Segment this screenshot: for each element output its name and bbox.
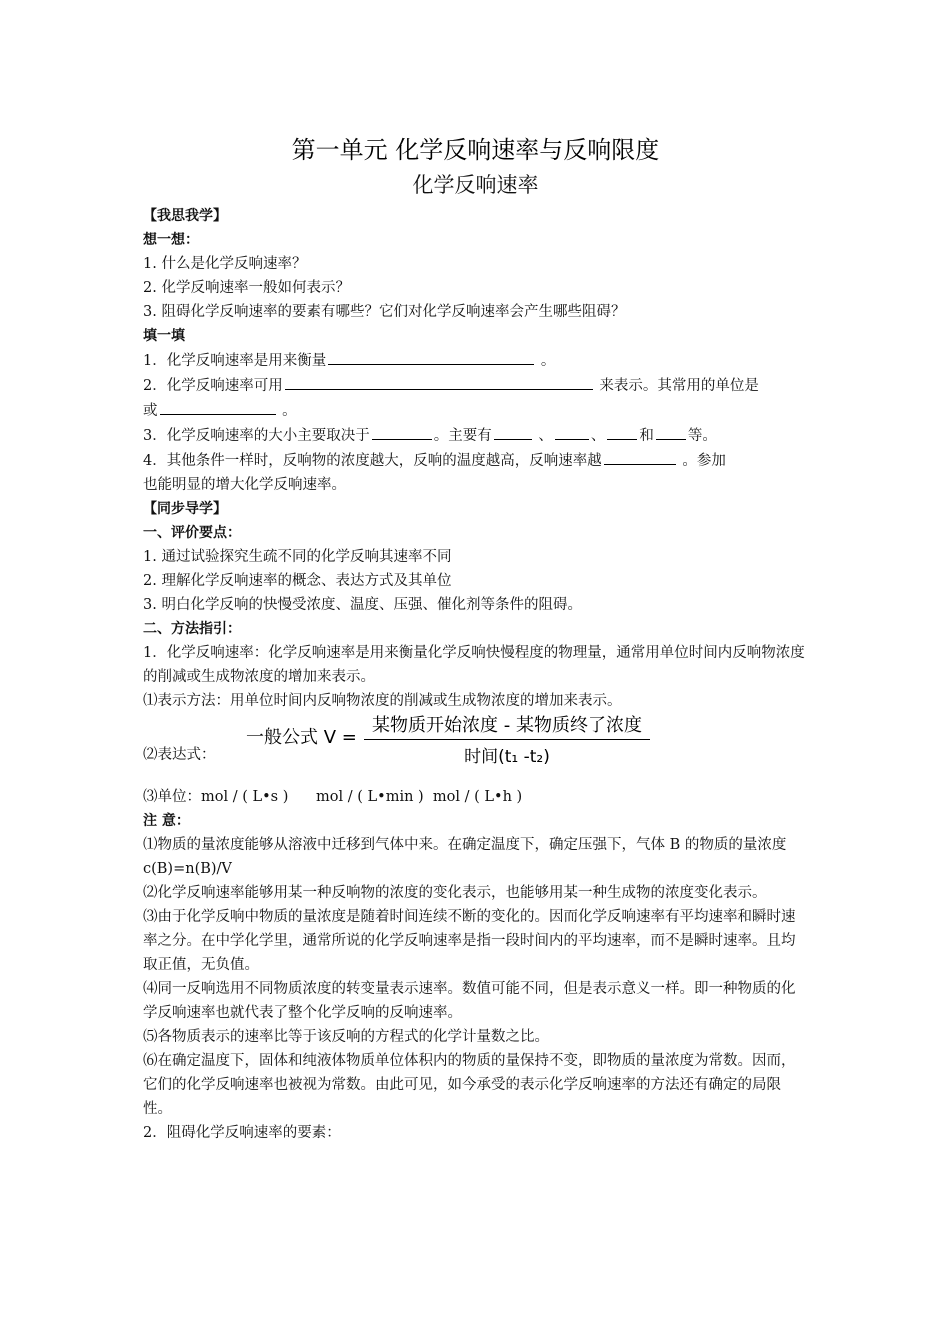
method-paragraph-2: 2．阻碍化学反响速率的要素：: [143, 1125, 341, 1141]
fill-item-2: [143, 373, 808, 398]
think-heading: 想一想：: [143, 232, 199, 248]
fill-item-4: [143, 448, 808, 473]
note-5: ⑸各物质表示的速率比等于该反响的方程式的化学计量数之比。: [143, 1029, 549, 1045]
fill-3-blank-4[interactable]: [607, 423, 637, 440]
formula-denominator: 时间(t₁ -t₂): [464, 747, 550, 767]
eval-point-3: 3. 明白化学反响的快慢受浓度、温度、压强、催化剂等条件的阻碍。: [143, 597, 582, 613]
formula-numerator: 某物质开始浓度 - 某物质终了浓度: [364, 711, 650, 740]
think-question-3: 3. 阻碍化学反响速率的要素有哪些？它们对化学反响速率会产生哪些阻碍？: [143, 304, 626, 320]
fill-2-blank-2[interactable]: [160, 398, 276, 415]
note-1: ⑴物质的量浓度能够从溶液中迁移到气体中来。在确定温度下，确定压强下，气体 B 的物质的量浓度 c(B)=n(B)/V: [143, 837, 787, 877]
fill-item-1: [143, 348, 808, 373]
formula-fraction: [364, 711, 650, 767]
method-representation: ⑴表示方法：用单位时间内反响物浓度的削减或生成物浓度的增加来表示。: [143, 693, 622, 709]
fill-4-text-a: 4．其他条件一样时，反响物的浓度越大，反响的温度越高，反响速率越: [143, 453, 602, 469]
fill-1-text-b: 。: [540, 353, 556, 369]
fill-3-text-e: 和: [639, 428, 654, 444]
fill-3-text-d: 、: [590, 428, 606, 444]
fill-3-blank-2[interactable]: [494, 423, 532, 440]
eval-heading: 一、评价要点：: [143, 525, 241, 541]
fill-1-text-a: 1．化学反响速率是用来衡量: [143, 353, 327, 369]
units-row: ⑶单位：mol / ( L•s ) mol / ( L•min ) mol / ( L•h ): [143, 789, 523, 805]
document-content: [143, 132, 808, 1145]
section-heading-think-learn: 【我思我学】: [143, 208, 227, 224]
fill-3-text-f: 等。: [687, 428, 717, 444]
fill-item-4-cont: 也能明显的增大化学反响速率。: [143, 477, 346, 493]
think-question-1: 1. 什么是化学反响速率？: [143, 256, 307, 272]
eval-point-2: 2. 理解化学反响速率的概念、表达方式及其单位: [143, 573, 452, 589]
note-heading: 注 意：: [143, 813, 190, 829]
note-3: ⑶由于化学反响中物质的量浓度是随着时间连续不断的变化的。因而化学反响速率有平均速率和瞬时速率之分。在中学化学里，通常所说的化学反响速率是指一段时间内的平均速率，而不是瞬时速率。且均取正值，无负值。: [143, 909, 796, 973]
fill-2-text-b: 来表示。其常用的单位是: [599, 378, 759, 394]
fill-3-text-a: 3．化学反响速率的大小主要取决于: [143, 428, 370, 444]
expression-row: [143, 713, 808, 779]
fill-3-text-c: 、: [538, 428, 553, 444]
section-heading-sync-guide: 【同步导学】: [143, 501, 227, 517]
note-6: ⑹在确定温度下，固体和纯液体物质单位体积内的物质的量保持不变，即物质的量浓度为常数。因而，它们的化学反响速率也被视为常数。由此可见，如今承受的表示化学反响速率的方法还有确定的局限性。: [143, 1053, 796, 1117]
fill-3-blank-1[interactable]: [372, 423, 432, 440]
fill-item-3: [143, 423, 808, 448]
expression-label: ⑵表达式：: [143, 747, 216, 763]
fill-4-blank[interactable]: [604, 448, 676, 465]
fill-2-text-a: 2．化学反响速率可用: [143, 378, 283, 394]
fill-3-text-b: 。主要有: [433, 428, 492, 444]
note-4: ⑷同一反响选用不同物质浓度的转变量表示速率。数值可能不同，但是表示意义一样。即一种物质的化学反响速率也就代表了整个化学反响的反响速率。: [143, 981, 796, 1021]
formula-lhs: 一般公式 V =: [246, 727, 357, 748]
method-paragraph-1: 1．化学反响速率：化学反响速率是用来衡量化学反响快慢程度的物理量，通常用单位时间内反响物浓度的削减或生成物浓度的增加来表示。: [143, 645, 805, 685]
think-question-2: 2. 化学反响速率一般如何表示？: [143, 280, 350, 296]
fill-4-text-b: 。参加: [682, 453, 726, 469]
page-subtitle: 化学反响速率: [412, 173, 539, 197]
note-2: ⑵化学反响速率能够用某一种反响物的浓度的变化表示，也能够用某一种生成物的浓度变化表示。: [143, 885, 767, 901]
method-heading: 二、方法指引：: [143, 621, 241, 637]
eval-point-1: 1. 通过试验探究生疏不同的化学反响其速率不同: [143, 549, 452, 565]
fill-1-blank[interactable]: [328, 348, 534, 365]
fill-item-2-cont: [143, 398, 808, 423]
fill-2-blank-1[interactable]: [285, 373, 593, 390]
page-title: 第一单元 化学反响速率与反响限度: [291, 136, 660, 164]
fill-3-blank-5[interactable]: [656, 423, 686, 440]
fill-heading: 填一填: [143, 328, 185, 344]
fill-3-blank-3[interactable]: [555, 423, 589, 440]
fill-2-text-d: 。: [282, 403, 297, 419]
fill-2-text-c: 或: [143, 403, 158, 419]
